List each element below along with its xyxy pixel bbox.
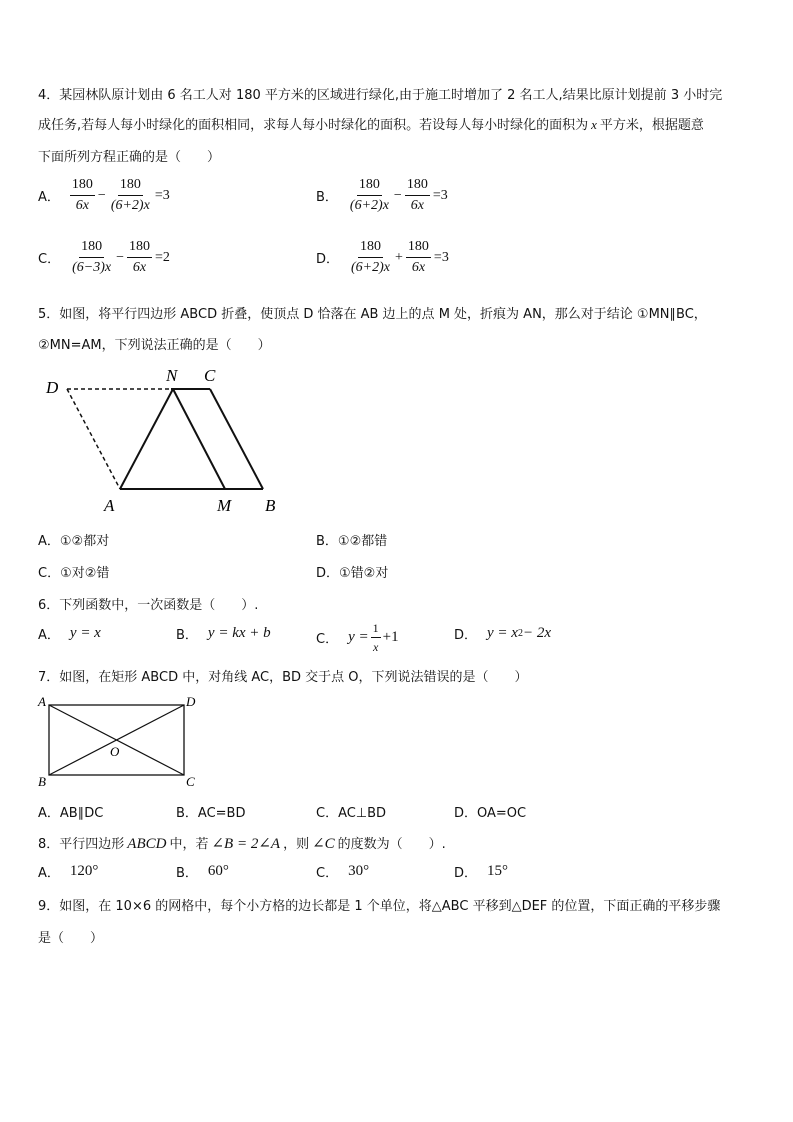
operator: − xyxy=(393,187,402,203)
q5-option-c[interactable]: C．①对②错 xyxy=(38,566,110,581)
label-a: A xyxy=(38,694,46,709)
option-label: B． xyxy=(176,628,198,643)
numerator: 180 xyxy=(79,240,104,258)
denominator: 6x xyxy=(410,198,424,213)
fraction xyxy=(371,622,381,653)
q8-stem-mid: 中，若 xyxy=(169,837,209,852)
operator: − xyxy=(97,187,106,203)
option-formula: y = x xyxy=(69,625,101,641)
q7-stem: 7．如图，在矩形 ABCD 中，对角线 AC，BD 交于点 O，下列说法错误的是（ ） xyxy=(38,670,528,685)
q4-option-a[interactable] xyxy=(38,178,170,213)
label-m: M xyxy=(217,496,232,515)
q8-stem xyxy=(38,833,446,853)
q5-option-b[interactable]: B．①②都错 xyxy=(316,534,388,549)
option-label: C． xyxy=(316,866,339,881)
label-c: C xyxy=(186,774,195,789)
q8-stem-pre: 8．平行四边形 xyxy=(38,837,125,852)
fraction xyxy=(70,240,113,275)
q8-option-a[interactable] xyxy=(38,862,98,881)
option-label: C． xyxy=(38,252,61,267)
q8-angle: ∠C xyxy=(312,836,335,852)
q4-option-b[interactable] xyxy=(316,178,448,213)
q5-stem-line2: ②MN=AM，下列说法正确的是（ ） xyxy=(38,338,271,353)
q7-option-c[interactable]: C．AC⊥BD xyxy=(316,806,387,821)
option-label: A． xyxy=(38,190,60,205)
fraction xyxy=(405,178,430,213)
q4-option-c[interactable] xyxy=(38,240,170,275)
option-formula-exponent: 2 xyxy=(517,628,523,639)
operator: − xyxy=(116,249,124,265)
right-hand-side: =3 xyxy=(154,187,170,203)
dashed-line-da xyxy=(67,389,120,489)
q4-stem-line2 xyxy=(38,114,704,133)
option-label: D． xyxy=(454,866,478,881)
q7-rectangle-figure xyxy=(36,692,206,792)
q8-option-d[interactable] xyxy=(454,862,508,881)
fraction xyxy=(349,240,392,275)
q8-stem-mid2: ，则 xyxy=(283,837,310,852)
q8-condition: ∠B = 2∠A xyxy=(211,836,281,852)
q7-option-a[interactable]: A．AB∥DC xyxy=(38,806,104,821)
denominator: (6+2)x xyxy=(349,198,389,213)
numerator: 180 xyxy=(70,178,95,196)
fraction xyxy=(348,178,391,213)
q6-option-b[interactable] xyxy=(176,624,271,643)
q9-stem-line2: 是（ ） xyxy=(38,931,104,946)
label-b: B xyxy=(265,496,276,515)
right-hand-side: =2 xyxy=(154,249,170,265)
numerator: 180 xyxy=(118,178,143,196)
q4-stem-line2-post: 平方米，根据题意 xyxy=(599,118,704,133)
option-label: D． xyxy=(316,252,340,267)
fraction xyxy=(109,178,152,213)
q6-stem: 6．下列函数中，一次函数是（ ）. xyxy=(38,598,259,613)
option-label: C． xyxy=(316,632,339,647)
denominator: (6−3)x xyxy=(72,260,112,275)
option-value: 30° xyxy=(348,863,370,879)
label-b: B xyxy=(38,774,46,789)
denominator: 6x xyxy=(75,198,90,213)
q5-stem-line1: 5．如图，将平行四边形 ABCD 折叠，使顶点 D 恰落在 AB 边上的点 M 处，折痕为 AN，那么对于结论 ①MN∥BC， xyxy=(38,307,707,322)
denominator: (6+2)x xyxy=(110,198,150,213)
option-label: A． xyxy=(38,866,60,881)
option-value: 60° xyxy=(207,863,229,879)
right-hand-side: =3 xyxy=(432,187,448,203)
q5-option-a[interactable]: A．①②都对 xyxy=(38,534,110,549)
option-formula-pre: y = x xyxy=(487,625,518,641)
label-d: D xyxy=(46,378,59,397)
numerator: 180 xyxy=(358,240,383,258)
q8-shape-name: ABCD xyxy=(127,836,167,852)
option-formula: y = kx + b xyxy=(207,625,271,641)
numerator: 180 xyxy=(405,178,430,196)
q4-stem-line3: 下面所列方程正确的是（ ） xyxy=(38,150,221,165)
denominator: 6x xyxy=(411,260,426,275)
option-formula-post: +1 xyxy=(382,629,399,645)
q8-option-c[interactable] xyxy=(316,862,369,881)
operator: + xyxy=(395,249,403,265)
option-label: B． xyxy=(316,190,338,205)
q5-parallelogram-figure xyxy=(38,362,288,524)
q7-option-b[interactable]: B．AC=BD xyxy=(176,806,246,821)
numerator: 180 xyxy=(406,240,431,258)
fraction xyxy=(70,178,95,213)
q4-option-d[interactable] xyxy=(316,240,449,275)
fold-line-an xyxy=(120,389,173,489)
q6-option-d[interactable] xyxy=(454,624,551,643)
label-d: D xyxy=(186,694,196,709)
q6-option-a[interactable] xyxy=(38,624,101,643)
option-formula-post: − 2x xyxy=(522,625,551,641)
numerator: 180 xyxy=(357,178,382,196)
option-label: D． xyxy=(454,628,478,643)
numerator: 1 xyxy=(371,622,381,638)
label-c: C xyxy=(204,366,216,385)
option-value: 120° xyxy=(69,863,99,879)
q8-stem-post: 的度数为（ ）. xyxy=(337,837,446,852)
fraction xyxy=(406,240,431,275)
option-value: 15° xyxy=(487,863,509,879)
q4-stem-line1: 4．某园林队原计划由 6 名工人对 180 平方米的区域进行绿化,由于施工时增加了 2 名工人,结果比原计划提前 3 小时完 xyxy=(38,88,723,103)
right-hand-side: =3 xyxy=(433,249,449,265)
option-formula-pre: y = xyxy=(348,629,369,645)
denominator: (6+2)x xyxy=(351,260,391,275)
q5-option-d[interactable]: D．①错②对 xyxy=(316,566,389,581)
label-a: A xyxy=(104,496,115,515)
option-label: A． xyxy=(38,628,60,643)
q7-option-d[interactable]: D．OA=OC xyxy=(454,806,527,821)
fraction xyxy=(127,240,152,275)
denominator: 6x xyxy=(132,260,147,275)
label-n: N xyxy=(166,366,178,385)
q8-option-b[interactable] xyxy=(176,862,229,881)
q4-variable: x xyxy=(591,117,597,132)
denominator: x xyxy=(372,640,379,654)
q4-stem-line2-pre: 成任务,若每人每小时绿化的面积相同，求每人每小时绿化的面积。若设每人每小时绿化的面积为 xyxy=(38,118,589,133)
numerator: 180 xyxy=(127,240,152,258)
option-label: B． xyxy=(176,866,198,881)
label-o: O xyxy=(110,744,120,759)
q9-stem-line1: 9．如图，在 10×6 的网格中，每个小方格的边长都是 1 个单位，将△ABC 平移到△DEF 的位置，下面正确的平移步骤 xyxy=(38,899,721,914)
q6-option-c[interactable] xyxy=(316,622,399,653)
